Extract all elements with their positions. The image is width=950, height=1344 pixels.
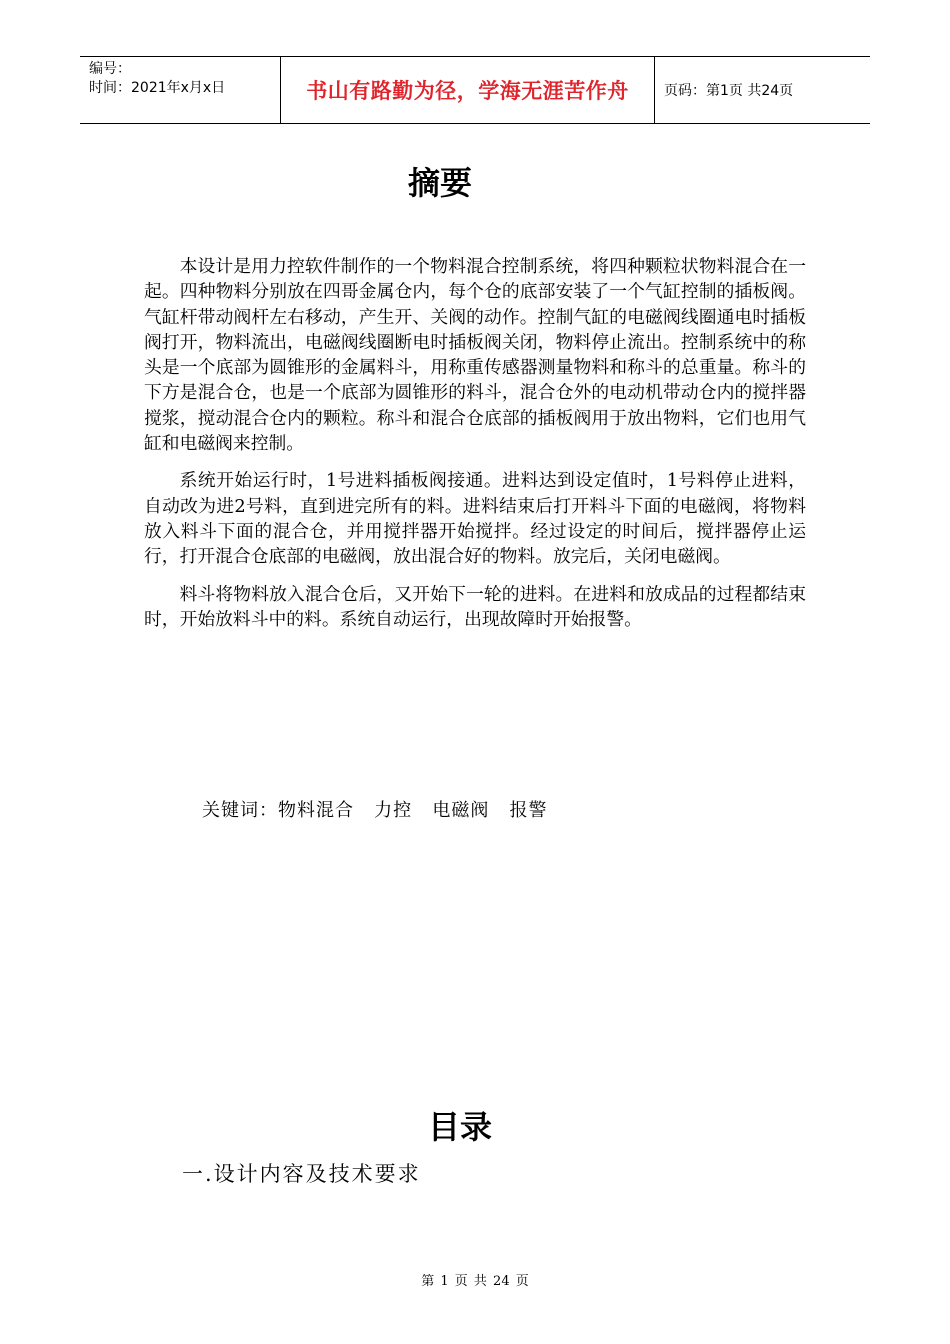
abstract-body xyxy=(144,254,806,644)
toc-item: 一.设计内容及技术要求 xyxy=(182,1162,421,1186)
header-meta xyxy=(80,57,281,123)
abstract-keywords: 关键词：物料混合 力控 电磁阀 报警 xyxy=(202,800,548,821)
abstract-paragraph: 本设计是用力控软件制作的一个物料混合控制系统，将四种颗粒状物料混合在一起。四种物料分别放在四哥金属仓内，每个仓的底部安装了一个气缸控制的插板阀。气缸杆带动阀杆左右移动，产生开、关阀的动作。控制气缸的电磁阀线圈通电时插板阀打开，物料流出，电磁阀线圈断电时插板阀关闭，物料停止流出。控制系统中的称头是一个底部为圆锥形的金属料斗，用称重传感器测量物料和称斗的总重量。称斗的下方是混合仓，也是一个底部为圆锥形的料斗，混合仓外的电动机带动仓内的搅拌器搅浆，搅动混合仓内的颗粒。称斗和混合仓底部的插板阀用于放出物料，它们也用气缸和电磁阀来控制。 xyxy=(144,256,806,455)
header-motto: 书山有路勤为径，学海无涯苦作舟 xyxy=(281,57,655,123)
page-header xyxy=(80,56,870,124)
abstract-paragraph: 料斗将物料放入混合仓后，又开始下一轮的进料。在进料和放成品的过程都结束时，开始放料斗中的料。系统自动运行，出现故障时开始报警。 xyxy=(144,583,806,630)
header-page-info: 页码：第1页 共24页 xyxy=(664,83,794,99)
abstract-title: 摘要 xyxy=(407,164,472,202)
page-footer: 第 1 页 共 24 页 xyxy=(421,1274,529,1289)
document-number-label: 编号： xyxy=(89,61,131,77)
abstract-paragraph: 系统开始运行时，1号进料插板阀接通。进料达到设定值时，1号料停止进料，自动改为进2号料，直到进完所有的料。进料结束后打开料斗下面的电磁阀，将物料放入料斗下面的混合仓，并用搅拌器开始搅拌。经过设定的时间后，搅拌器停止运行，打开混合仓底部的电磁阀，放出混合好的物料。放完后，关闭电磁阀。 xyxy=(144,470,806,568)
toc-title: 目录 xyxy=(427,1108,492,1146)
document-time-label: 时间：2021年x月x日 xyxy=(89,80,226,96)
